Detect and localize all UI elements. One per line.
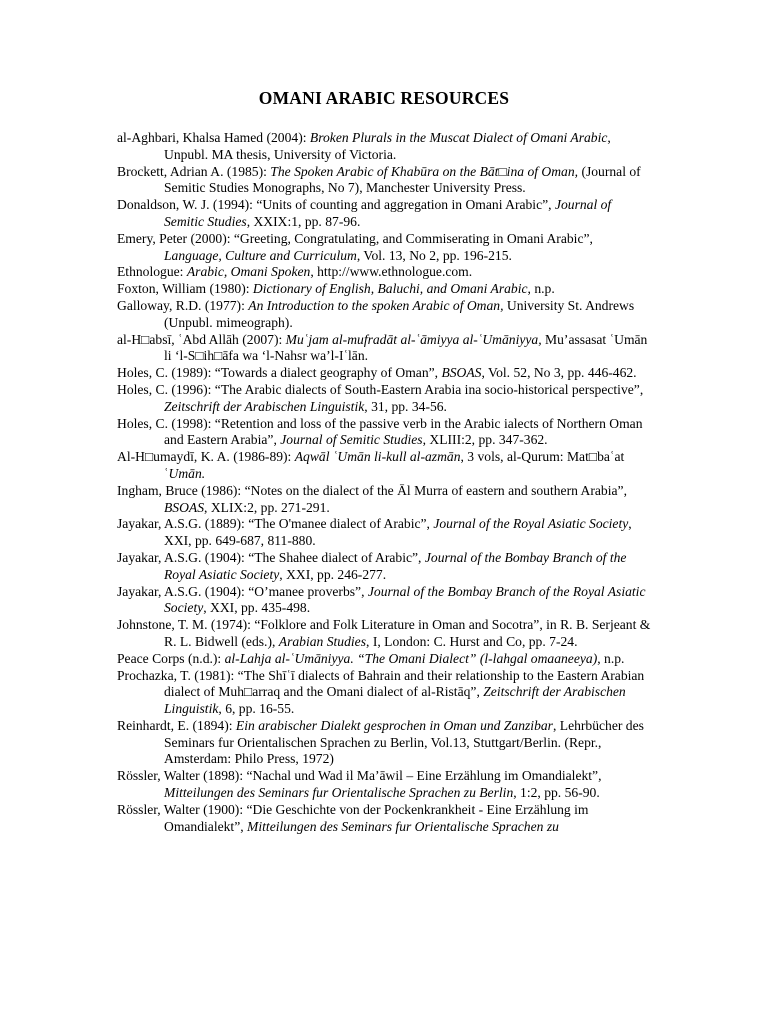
reference-italic-text: Language, Culture and Curriculum [164,247,357,263]
reference-italic-text: Umān. [168,465,206,481]
reference-entry [117,365,652,382]
reference-text: Emery, Peter (2000): “Greeting, Congratulating, and Commiserating in Omani Arabic”, [117,230,593,246]
reference-text: Peace Corps (n.d.): [117,650,225,666]
reference-italic-text: Zeitschrift der Arabischen Linguistik [164,398,365,414]
reference-italic-text: Journal of Semitic Studies [280,432,423,448]
reference-entry [117,197,652,231]
reference-text: Galloway, R.D. (1977): [117,297,249,313]
reference-text: Mu’assasat ʿUmān li ‘l-S□ih□āfa wa ‘l-Nahsr wa’l-Iʿlān. [164,331,648,364]
reference-list [117,130,652,835]
reference-entry [117,332,652,366]
reference-italic-text: Arabic, Omani Spoken [186,264,311,280]
reference-text: Donaldson, W. J. (1994): “Units of counting and aggregation in Omani Arabic”, [117,197,555,213]
reference-italic-text: Broken Plurals in the Muscat Dialect of Omani Arabic [309,130,608,145]
reference-entry [117,130,652,164]
reference-entry [117,516,652,550]
reference-italic-text: Dictionary of English, Baluchi, and Omani Arabic [252,281,528,297]
reference-text: , n.p. [597,650,625,666]
reference-italic-text: Zeitschrift der Arabischen Linguistik [164,684,626,717]
reference-italic-text: Muʿjam al-mufradāt al-ʿāmiyya al-ʿUmāniyya, [285,331,542,347]
reference-text: Jayakar, A.S.G. (1904): “The Shahee dialect of Arabic”, [117,549,425,565]
reference-text: , I, London: C. Hurst and Co, pp. 7-24. [366,633,578,649]
reference-text: , XXI, pp. 246-277. [279,566,387,582]
page-title: OMANI ARABIC RESOURCES [258,88,510,108]
reference-entry [117,718,652,768]
reference-entry [117,281,652,298]
reference-entry [117,164,652,198]
reference-entry [117,264,652,281]
reference-text: Johnstone, T. M. (1974): “Folklore and Folk Literature in Oman and Socotra”, in R. B. Serjeant & R. L. Bidwell (eds.), [117,617,651,649]
reference-entry [117,298,652,332]
reference-text: , 6, pp. 16-55. [218,701,295,717]
reference-text: , 3 vols, al-Qurum: Mat□baʿat ʿ [164,449,625,481]
reference-italic-text: Arabian Studies [278,633,367,649]
reference-text: al-H□absī, ʿAbd Allāh (2007): [117,331,286,347]
reference-text: , Vol. 52, No 3, pp. 446-462. [481,365,637,381]
reference-italic-text: Journal of Semitic Studies [164,197,612,229]
reference-text: (Journal of Semitic Studies Monographs, No 7), Manchester University Press. [164,163,641,196]
reference-text: Rössler, Walter (1898): “Nachal und Wad il Ma’āwil – Eine Erzählung im Omandialekt”, [117,768,602,784]
reference-entry [117,550,652,584]
reference-italic-text: Journal of the Royal Asiatic Society [433,516,629,532]
reference-text: , 31, pp. 34-56. [364,398,447,414]
reference-italic-text: The Spoken Arabic of Khabūra on the Bāt□ina of Oman, [270,163,579,179]
reference-entry [117,768,652,802]
reference-entry [117,651,652,668]
reference-entry [117,449,652,483]
reference-entry [117,617,652,651]
reference-text: , XLIX:2, pp. 271-291. [204,499,330,515]
reference-entry [117,382,652,416]
reference-text: Brockett, Adrian A. (1985): [117,163,271,179]
reference-italic-text: Journal of the Bombay Branch of the Royal Asiatic Society [164,549,627,582]
reference-text: Ingham, Bruce (1986): “Notes on the dialect of the Āl Murra of eastern and southern Arabia”, [117,482,627,498]
reference-text: Holes, C. (1998): “Retention and loss of the passive verb in the Arabic ialects of Northern Oman and Eastern Arabia”, [117,415,643,448]
reference-text: Holes, C. (1996): “The Arabic dialects of South-Eastern Arabia ina socio-historical perspective”, [117,381,644,397]
reference-text: , XXI, pp. 435-498. [203,600,311,616]
reference-text: Ethnologue: [117,264,187,280]
reference-text: Holes, C. (1989): “Towards a dialect geography of Oman”, [117,365,442,381]
reference-text: , Vol. 13, No 2, pp. 196-215. [356,247,512,263]
reference-text: Rössler, Walter (1900): “Die Geschichte von der Pockenkrankheit - Eine Erzählung im Omandialekt”, [117,801,589,834]
reference-text: Jayakar, A.S.G. (1889): “The O'manee dialect of Arabic”, [117,516,434,532]
reference-italic-text: Mitteilungen des Seminars fur Orientalische Sprachen zu Berlin [164,785,514,801]
reference-italic-text: Journal of the Bombay Branch of the Royal Asiatic Society [164,583,646,616]
reference-italic-text: BSOAS [164,499,205,515]
reference-text: , http://www.ethnologue.com. [310,264,473,280]
reference-italic-text: BSOAS [441,365,482,381]
reference-entry [117,483,652,517]
reference-text: Foxton, William (1980): [117,281,253,297]
reference-text: Reinhardt, E. (1894): [117,717,236,733]
reference-text: , 1:2, pp. 56-90. [513,785,600,801]
reference-italic-text: Mitteilungen des Seminars fur Orientalische Sprachen zu [247,818,559,834]
reference-text: , XLIII:2, pp. 347-362. [422,432,548,448]
reference-italic-text: al-Lahja al-ʿUmāniyya. “The Omani Dialect” (l-lahgal omaaneeya) [224,650,598,666]
reference-entry [117,584,652,618]
reference-text: Prochazka, T. (1981): “The Shīʿī dialects of Bahrain and their relationship to the Eastern Arabian dialect of Muh□arraq and the Omani dialect of al-Ristāq”, [117,667,645,700]
reference-entry [117,668,652,718]
reference-text: al-Aghbari, Khalsa Hamed (2004): [117,130,310,145]
reference-text: , n.p. [527,281,555,297]
reference-text: , Unpubl. MA thesis, University of Victoria. [164,130,611,162]
reference-entry [117,802,652,836]
reference-text: , Lehrbücher des Seminars fur Orientalischen Sprachen zu Berlin, Vol.13, Stuttgart/Berlin. (Repr., Amsterdam: Philo Press, 1972) [164,717,644,767]
reference-text: University St. Andrews (Unpubl. mimeograph). [164,297,635,330]
reference-text: , XXIX:1, pp. 87-96. [246,213,361,229]
reference-text: , XXI, pp. 649-687, 811-880. [164,516,632,549]
reference-italic-text: Ein arabischer Dialekt gesprochen in Oman und Zanzibar [235,717,553,733]
reference-text: Al-H□umaydī, K. A. (1986-89): [117,449,295,465]
reference-text: Jayakar, A.S.G. (1904): “O’manee proverbs”, [117,583,368,599]
reference-entry [117,231,652,265]
reference-entry [117,416,652,450]
reference-italic-text: Aqwāl ʿUmān li-kull al-azmān [294,449,461,465]
reference-italic-text: An Introduction to the spoken Arabic of Oman, [248,297,504,313]
